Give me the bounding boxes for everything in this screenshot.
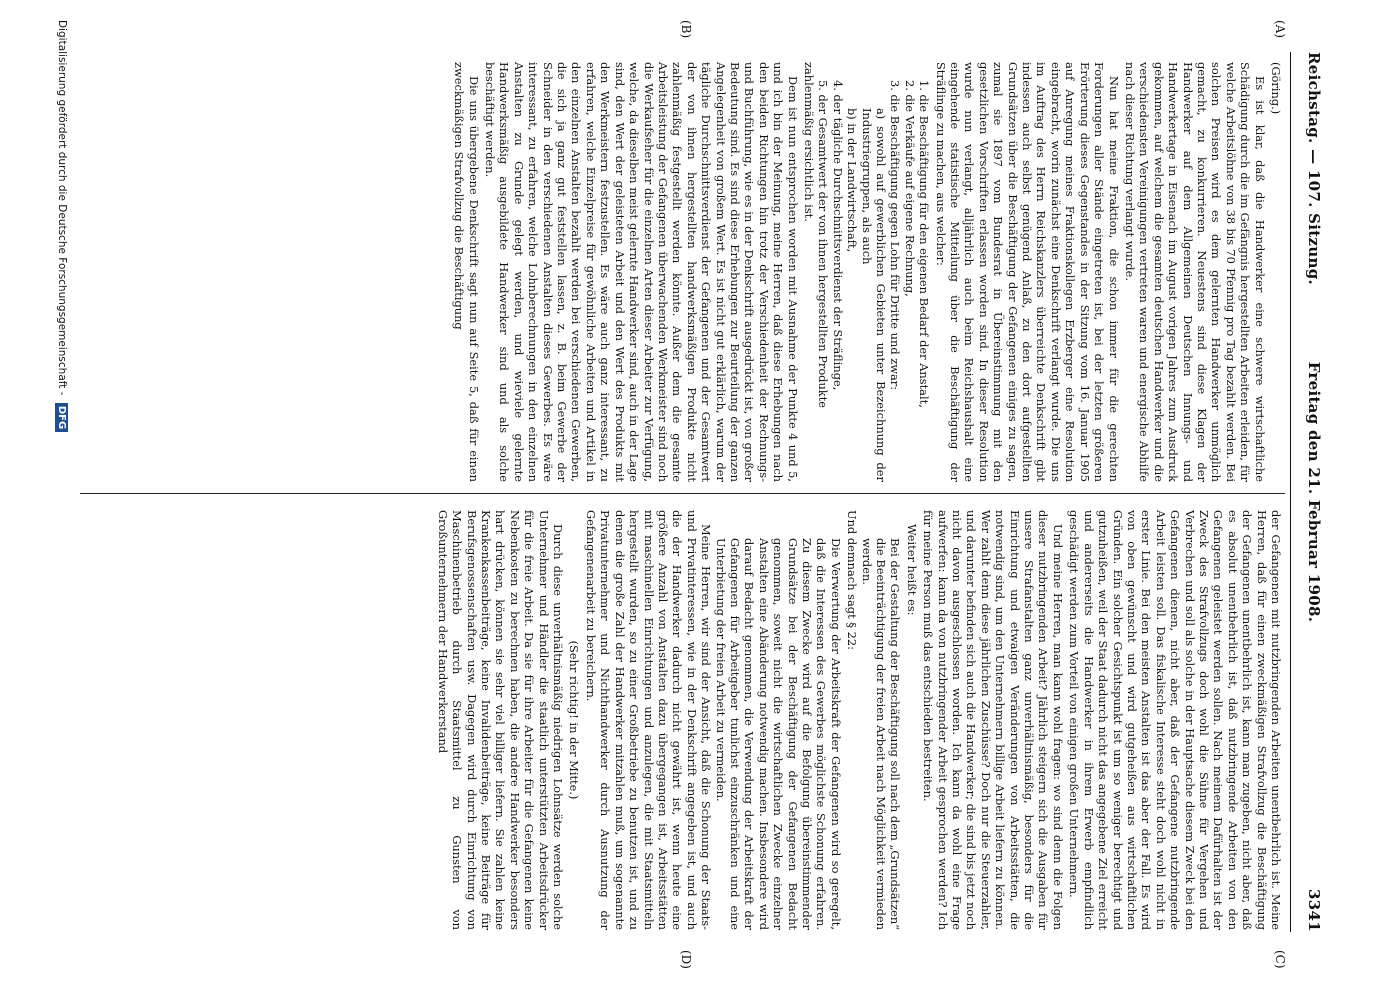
margin-letter-a: (A) [1273,20,1287,39]
list-subitem: a) sowohl auf gewerblichen Gebieten unter Bezeichnung der Industriegruppen, als auch [859,108,889,482]
header-date: Freitag den 21. Februar 1908. [1305,361,1323,623]
block-quote: Bei der Gestaltung der Beschäftigung soll nach dem „Grundsätzen“ die Beeinträchtigung der freien Arbeit nach Möglichkeit vermieden werden. [859,538,903,930]
paragraph: Durch diese unverhältnismäßig niedrigen Lohnsätze werden solche Unternehmer und Händler die staatlich unterstützten Arbeitsdrücker für die freie Arbeit. Da sie für ihre Arbeiter für die Gefangenen keine Nebenkosten zu berechnen haben, die andere Handwerker besonders hart drücken, können sie sehr viel billiger liefern. Sie zahlen keine Krankenkassenbeiträge, keine Invalidenbeiträge, keine Beiträge für Berufsgenossenschaften usw. Dagegen wird durch Einrichtung von Maschinenbetrieb durch Staatsmittel zu Gunsten von Großunternehmern der Handwerkerstand [435,510,566,930]
list-subitem: b) in der Landwirtschaft, [845,108,860,253]
paragraph: der Gefangenen mit nutzbringenden Arbeiten unentbehrlich ist. Meine Herren, daß für einen zweckmäßigen Strafvollzug die Beschäftigung der Gefangenen unentbehrlich ist, kann man zugeben, nicht aber, daß es absolut unentbehrlich ist, daß nutzbringende Arbeiten von den Gefangenen geleistet werden sollen. Nach meinem Dafürhalten ist der Zweck des Strafvollzugs doch wohl die Sühne für Vergehen und Verbrechen und soll als solche in der Hauptsache diesem Zweck bei den Gefangenen dienen, nicht aber, daß der Gefangene nutzbringende Arbeit leisten soll. Das fiskalische Interesse steht doch wohl nicht in erster Linie. Bei den meisten Anstalten ist das aber der Fall. Es wird von oben gewünscht und wird gutgeheißen aus wirtschaftlichen Gründen. Ein solcher Gesichtspunkt ist um so weniger berechtigt und gutzuheißen, weil der Staat dadurch nicht das angegebene Ziel erreicht und andererseits die Handwerker in ihrem Erwerb empfindlich geschädigt werden zum Vorteil von einigen großen Unternehmern. [1067,510,1283,930]
margin-letter-b: (B) [679,20,693,39]
paragraph: Und meine Herren, man kann wohl fragen: wo sind denn die Folgen dieser nutzbringenden Arbeit? Jährlich steigern sich die Ausgaben für unsere Strafanstalten ganz unverhältnismäßig, besonders für die Einrichtung und etwaigen Veränderungen von Arbeitsstätten, die notwendig sind, um den Unternehmern billige Arbeit liefern zu können. Wer zahlt denn diese jährlichen Zuschüsse? Doch nur die Steuerzahler, und darunter befinden sich auch die Handwerker; die sind bis jetzt noch nicht davon ausgeschlossen worden. Ich kann da wohl eine Frage aufwerfen: kann da von nutzbringender Arbeit gesprochen werden? Ich für meine Person muß das entschieden bestreiten. [921,510,1065,930]
paragraph: Weiter heißt es: [904,524,919,616]
header-rule [1290,52,1291,932]
paragraph: zahlenmäßig ersichtlich ist. [802,62,816,222]
paragraph: Und demnach sagt § 22: [845,510,860,650]
digitization-note-text: Digitalisierung gefördert durch die Deutsche Forschungsgemeinschaft - [56,20,68,396]
page-number: 3341 [1305,889,1323,932]
digitization-note [55,20,68,970]
right-column [433,510,1283,930]
column-divider [80,493,1285,494]
paragraph: Meine Herren, wir sind der Ansicht, daß die Schonung der Staats- und Privatinteressen, wie in der Denkschrift angegeben ist, und auch die der Handwerker dadurch nicht gewährt ist, wenn heute eine größere Anzahl von Anstalten dazu übergegangen ist, Arbeitsstätten mit maschinellen Einrichtungen und anzulegen, die mit Staatsmitteln hergestellt wurden, so zu einer Großbetriebe zu benutzen ist, und zu denen die große Zahl der Handwerker mitzahlen muß, um sogenannte Privatunternehmer und Nichthandwerker durch Ausnutzung der Gefangenenarbeit zu bereichern. [583,510,714,930]
interjection: (Sehr richtig! in der Mitte.) [567,640,582,800]
dfg-logo: DFG [55,403,68,432]
speaker-name: (Göring.) [1269,62,1283,115]
paragraph: Es ist klar, daß die Handwerker eine schwere wirtschaftliche Schädigung durch die im Gefängnis hergestellten Arbeiten erleiden, für welche Arbeitslöhne von 38 bis 70 Pfennig pro Tag bezahlt werden. Bei solchen Preisen wird es dem gelernten Handwerker unmöglich gemacht, zu konkurrieren. Neuestens sind diese Klagen der Handwerker auf dem Allgemeinen Deutschen Innungs- und Handwerkertage in Eisenach im August vorigen Jahres zum Ausdruck gekommen, auf welchem die gesamten deutschen Handwerker und die verschiedensten Vereinigungen vertreten waren und energische Abhilfe nach dieser Richtung verlangt wurde. [1122,62,1267,482]
page-header [1299,52,1323,932]
list-item: 1. die Beschäftigung für den eigenen Bedarf der Anstalt, [917,80,932,408]
paragraph: Die uns übergebene Denkschrift sagt nun auf Seite 5, daß für einen zweckmäßigen Strafvollzug die Beschäftigung [452,62,481,482]
block-quote: Die Verwertung der Arbeitskraft der Gefangenen wird so geregelt, daß die Interessen des Gewerbes möglichste Schonung erfahren. Zu diesem Zwecke wird auf die Befolgung übereinstimmender Grundsätze bei der Beschäftigung der Gefangenen Bedacht genommen, soweit nicht die wirtschaftlichen Zwecke einzelner Anstalten eine Abänderung notwendig machen. Insbesondere wird darauf Bedacht genommen, die Verwendung der Arbeitskraft der Gefangenen für Arbeitgeber tunlichst einzuschränken und eine Unterbietung der freien Arbeit zu vermeiden. [713,538,843,930]
list-item: 5. der Gesamtwert der von ihnen hergestellten Produkte [816,80,831,409]
list-item: 4. der tägliche Durchschnittsverdienst der Sträflinge, [830,80,845,391]
paragraph: Dem ist nun entsprochen worden mit Ausnahme der Punkte 4 und 5, und ich bin der Meinung, meine Herren, daß diese Erhebungen nach den beiden Richtungen hin trotz der Verschiedenheit der Rechnungs- und Buchführung, wie es in der Denkschrift ausgedrückt ist, von großer Bedeutung sind. Es sind diese Erhebungen zur Beurteilung der ganzen Angelegenheit von großem Wert. Es ist nicht gut erklärlich, warum der tägliche Durchschnittsverdienst der Gefangenen und der Gesamtwert der von ihnen hergestellten handwerksmäßigen Produkte nicht zahlenmäßig festgestellt werden könnte. Außer dem die gesamte Arbeitsleistung der Gefangenen überwachenden Werkmeister sind noch die Werkaufseher für die einzelnen Arten dieser Arbeiter zur Verfügung, welche, da dieselben meist gelernte Handwerker sind, auch in der Lage sind, den Wert der geleisteten Arbeit und den Wert des Produkts mit den Werkmeistern festzustellen. Es wäre auch ganz interessant, zu erfahren, welche Einzelpreise für gewöhnliche Arbeiten und Artikel in den einzelnen Anstalten bezahlt werden bei verschiedenen Gewerben, die sich ja ganz gut feststellen lassen, z. B. beim Gewerbe der Schneider in den verschiedenen Anstalten dieses Gewerbes. Es wäre interessant, zu erfahren, welche Lohnberechnungen in den einzelnen Anstalten zu Grunde gelegt werden, und wieviele gelernte Handwerksmäßig ausgebildete Handwerker sind und als solche beschäftigt werden. [483,62,800,482]
list-item: 2. die Verkäufe auf eigene Rechnung, [902,80,917,297]
margin-letter-c: (C) [1273,950,1287,969]
header-left: Reichstag. — 107. Sitzung. [1305,52,1323,286]
paragraph: Nun hat meine Fraktion, die schon immer für die gerechten Forderungen aller Stände eingetreten ist, bei der letzten größeren Erörterung dieses Gegenstandes in der Sitzung vom 16. Januar 1905 auf Anregung meines Fraktionskollegen Erzberger eine Resolution eingebracht, worin zunächst eine Denkschrift verlangt wurde. Die uns im Auftrag des Herrn Reichskanzlers überreichte Denkschrift gibt indessen auch selbst genügend Anlaß, zu den dort aufgestellten Grundsätzen über die Beschäftigung der Gefangenen einiges zu sagen, zumal sie 1897 vom Bundesrat in Übereinstimmung mit den gesetzlichen Vorschriften erlassen worden sind. In dieser Resolution wurde nun verlangt, alljährlich auch beim Reichshaushalt eine eingehende statistische Mitteilung über die Beschäftigung der Sträflinge zu machen, aus welcher: [933,62,1121,482]
list-item: 3. die Beschäftigung gegen Lohn für Dritte und zwar: [888,80,903,391]
left-column [450,62,1283,482]
margin-letter-d: (D) [679,950,693,969]
